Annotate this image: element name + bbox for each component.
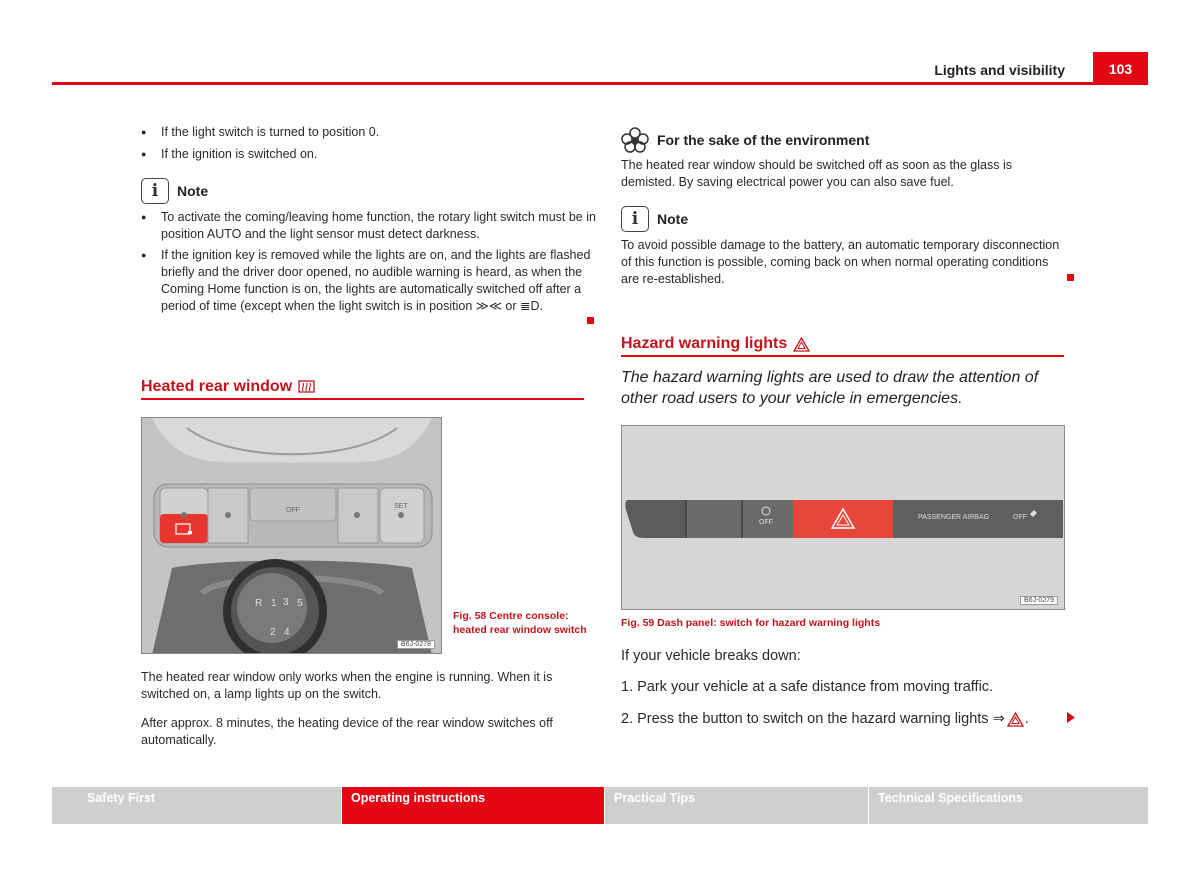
hazard-warning-icon [1007,712,1024,727]
tab-practical-tips[interactable]: Practical Tips [605,787,868,824]
info-icon: i [141,178,169,204]
hazard-lead: The hazard warning lights are used to draw the attention of other road users to your vehicle in emergencies. [621,369,1039,407]
figure-58-caption: Fig. 58 Centre console: heated rear window switch [453,610,587,636]
page-number: 103 [1093,52,1148,85]
heated-section-rule [141,398,584,400]
shifter-label-4: 4 [284,627,290,638]
figure-59-code: B6J-0279 [1020,596,1058,605]
dash-panel-illustration [622,426,1065,610]
figure-59-dash-panel [621,425,1065,610]
note-heading-right [621,206,688,232]
shifter-label-1: 1 [271,598,277,609]
hazard-section-rule [621,355,1064,357]
note-text-right: To avoid possible damage to the battery, an automatic temporary disconnection of this function is possible, coming back on when normal operating conditions are re-established. [621,238,1060,286]
step-1: 1. Park your vehicle at a safe distance from moving traffic. [621,679,994,695]
figure-58-code: B6J-0278 [397,640,435,649]
continue-arrow-icon [1066,712,1076,723]
note-item-ignition-key: ● If the ignition key is removed while the lights are on, and the lights are flashed briefly and the driver door opened, no audible warning is heard, as when the Coming Home function is on, the lights are automatically switched off after a period of time (except when the light switch is in position ≫≪ or ≣D. [141,247,603,315]
environment-title: For the sake of the environment [657,132,870,148]
info-icon: i [621,206,649,232]
rear-window-heater-icon [298,380,315,394]
console-off-label: OFF [286,507,300,514]
breakdown-intro: If your vehicle breaks down: [621,648,801,664]
heated-rear-window-title: Heated rear window [141,378,293,395]
heated-para-1: The heated rear window only works when the engine is running. When it is switched on, a lamp lights up on the switch. [141,670,553,701]
flower-icon [621,127,649,153]
console-set-label: SET [394,503,408,510]
tab-technical-specifications[interactable]: Technical Specifications [869,787,1148,824]
tab-safety-first[interactable]: Safety First [52,787,341,824]
note-heading-left [141,178,208,204]
figure-59-caption: Fig. 59 Dash panel: switch for hazard warning lights [621,617,881,629]
end-of-section-mark [1067,274,1074,281]
end-of-section-mark [587,317,594,324]
heated-rear-window-heading [141,378,315,396]
centre-console-illustration [142,418,442,654]
bullet-ignition: ● If the ignition is switched on. [141,146,601,163]
hazard-title: Hazard warning lights [621,335,788,352]
shifter-label-5: 5 [297,598,303,609]
note-item-coming-home: ● To activate the coming/leaving home function, the rotary light switch must be in position AUTO and the light sensor must detect darkness. [141,209,601,243]
shifter-label-3: 3 [283,597,289,608]
heated-para-2: After approx. 8 minutes, the heating device of the rear window switches off automatically. [141,716,553,747]
shifter-label-r: R [255,598,263,609]
note-title-left: Note [177,183,209,199]
hazard-warning-icon [793,337,810,352]
header-section-title: Lights and visibility [934,62,1065,78]
shifter-label-2: 2 [270,627,276,638]
step-2: 2. Press the button to switch on the hazard warning lights ⇒ [621,711,1005,727]
panel-off-label: OFF [759,519,773,526]
note-title-right: Note [657,211,689,227]
environment-heading [621,127,869,153]
tab-operating-instructions[interactable]: Operating instructions [342,787,604,824]
hazard-heading [621,335,810,353]
environment-text: The heated rear window should be switched off as soon as the glass is demisted. By saving electrical power you can also save fuel. [621,158,1012,189]
figure-58-centre-console [141,417,442,654]
step-2-row: 2. Press the button to switch on the hazard warning lights ⇒ . [621,711,1029,727]
header-rule [52,82,1148,85]
bullet-light-switch: ● If the light switch is turned to position 0. [141,124,601,141]
airbag-off-label: OFF [1013,514,1027,521]
passenger-airbag-label: PASSENGER AIRBAG [918,514,990,521]
